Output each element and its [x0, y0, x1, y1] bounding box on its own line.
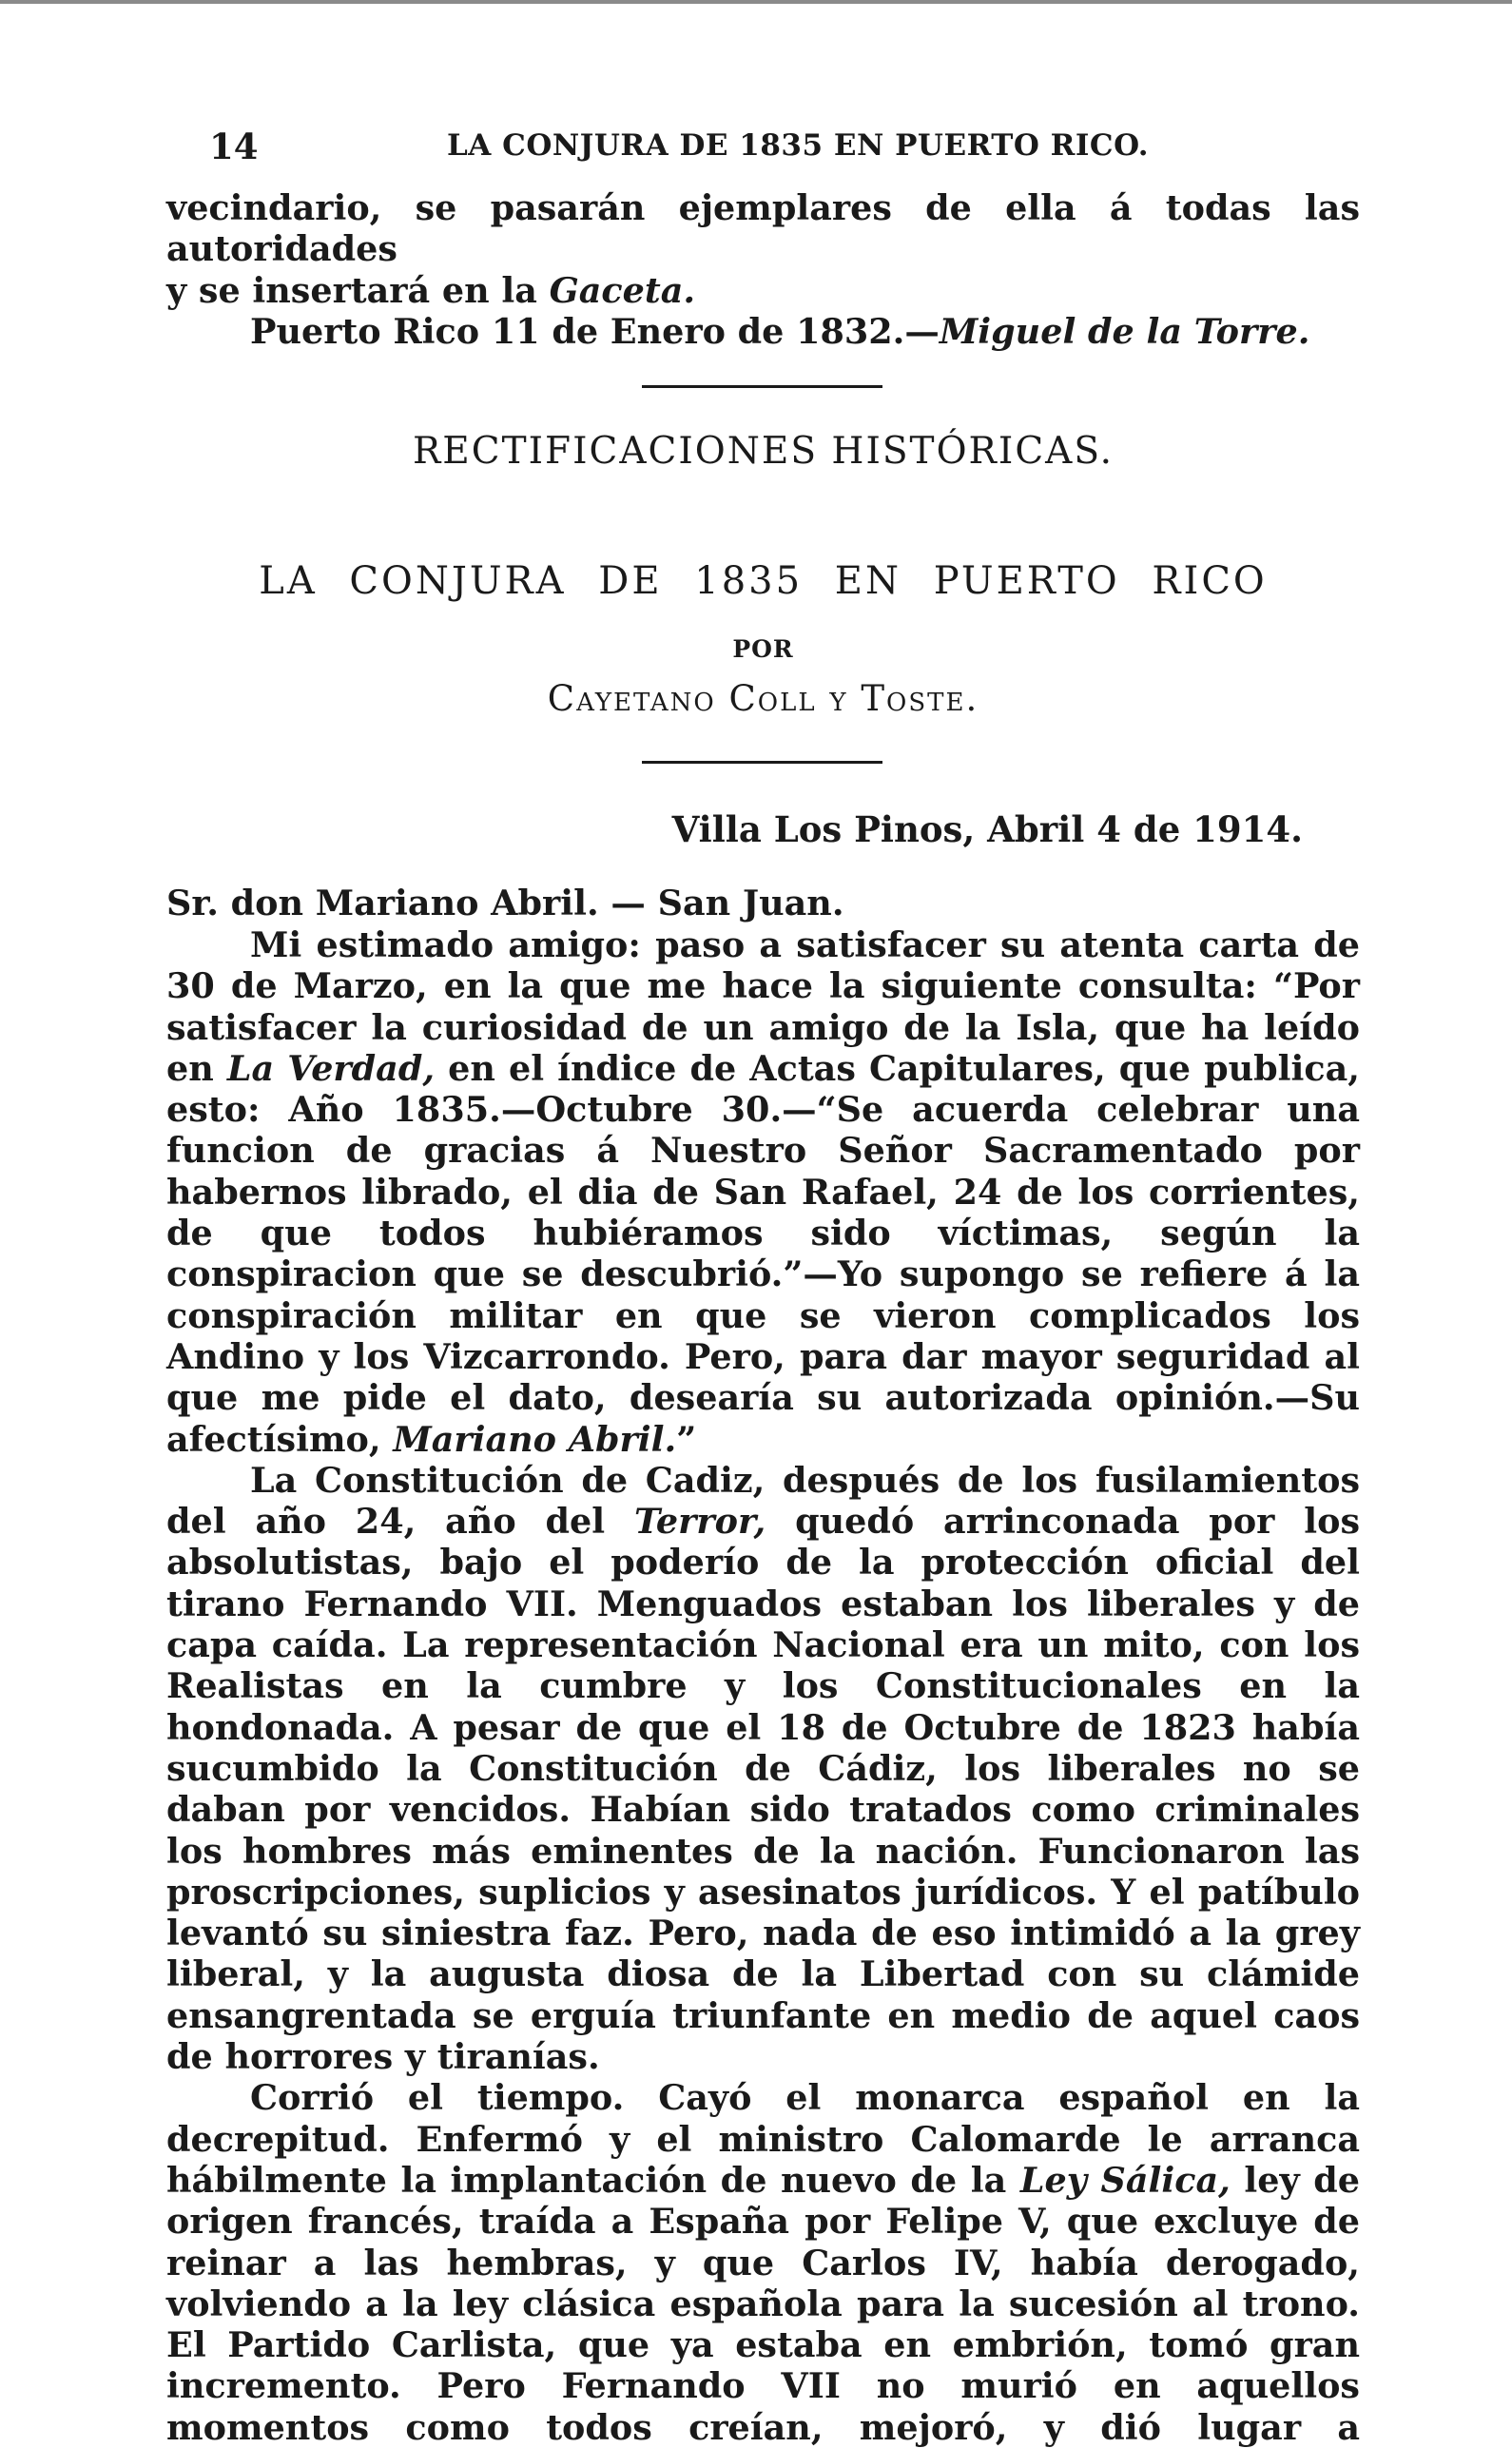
- decree-signature: Puerto Rico 11 de Enero de 1832.—Miguel de la Torre.: [250, 310, 1310, 352]
- byline-por: POR: [732, 635, 794, 663]
- section-title: RECTIFICACIONES HISTÓRICAS.: [412, 430, 1115, 473]
- page-edge: [0, 0, 1512, 4]
- body-text: [166, 924, 1360, 2448]
- salutation: Sr. don Mariano Abril. — San Juan.: [166, 883, 844, 923]
- running-head: [166, 126, 1360, 173]
- paragraph-2: La Constitución de Cadiz, después de los fusilamientos del año 24, año del Terror, quedó arrinconada por los absolutistas, bajo el poderío de la protección oficial del tirano Fernando VII. Menguados estaban los liberales y de capa caída. La representación Nacional era un mito, con los Realistas en la cumbre y los Constitucionales en la hondonada. A pesar de que el 18 de Octubre de 1823 había sucumbido la Constitución de Cádiz, los liberales no se daban por vencidos. Habían sido tratados como criminales los hombres más eminentes de la nación. Funcionaron las proscripciones, suplicios y asesinatos jurídicos. Y el patíbulo levantó su siniestra faz. Pero, nada de eso intimidó a la grey liberal, y la augusta diosa de la Libertad con su clámide ensangrentada se erguía triunfante en medio de aquel caos de horrores y tiranías.: [166, 1459, 1360, 2078]
- top-line-1: vecindario, se pasarán ejemplares de ella á todas las autoridades: [166, 187, 1360, 270]
- rule-1: [642, 385, 882, 388]
- running-title: LA CONJURA DE 1835 EN PUERTO RICO.: [447, 128, 1150, 163]
- top-fragment: [166, 187, 1360, 352]
- top-line-2: y se insertará en la Gaceta.: [166, 269, 696, 311]
- paragraph-3: Corrió el tiempo. Cayó el monarca español en la decrepitud. Enfermó y el ministro Calomarde le arranca hábilmente la implantación de nuevo de la Ley Sálica, ley de origen francés, traída a España por Felipe V, que excluye de reinar a las hembras, y que Carlos IV, había derogado, volviendo a la ley clásica española para la sucesión al trono. El Partido Carlista, que ya estaba en embrión, tomó gran incremento. Pero Fernando VII no murió en aquellos momentos como todos creían, mejoró, y dió lugar a: [166, 2077, 1360, 2448]
- dateline: Villa Los Pinos, Abril 4 de 1914.: [671, 808, 1303, 850]
- rule-2: [642, 761, 882, 764]
- author-name: Cayetano Coll y Toste.: [547, 678, 979, 719]
- article-title: LA CONJURA DE 1835 EN PUERTO RICO: [259, 559, 1268, 603]
- paragraph-1: Mi estimado amigo: paso a satisfacer su atenta carta de 30 de Marzo, en la que me hace la siguiente consulta: “Por satisfacer la curiosidad de un amigo de la Isla, que ha leído en La Verdad, en el índice de Actas Capitulares, que publica, esto: Año 1835.—Octubre 30.—“Se acuerda celebrar una funcion de gracias á Nuestro Señor Sacramentado por habernos librado, el dia de San Rafael, 24 de los corrientes, de que todos hubiéramos sido víctimas, según la conspiracion que se descubrió.”—Yo supongo se refiere á la conspiración militar en que se vieron complicados los Andino y los Vizcarrondo. Pero, para dar mayor seguridad al que me pide el dato, desearía su autorizada opinión.—Su afectísimo, Mariano Abril.”: [166, 924, 1360, 1460]
- page-number: 14: [209, 126, 259, 167]
